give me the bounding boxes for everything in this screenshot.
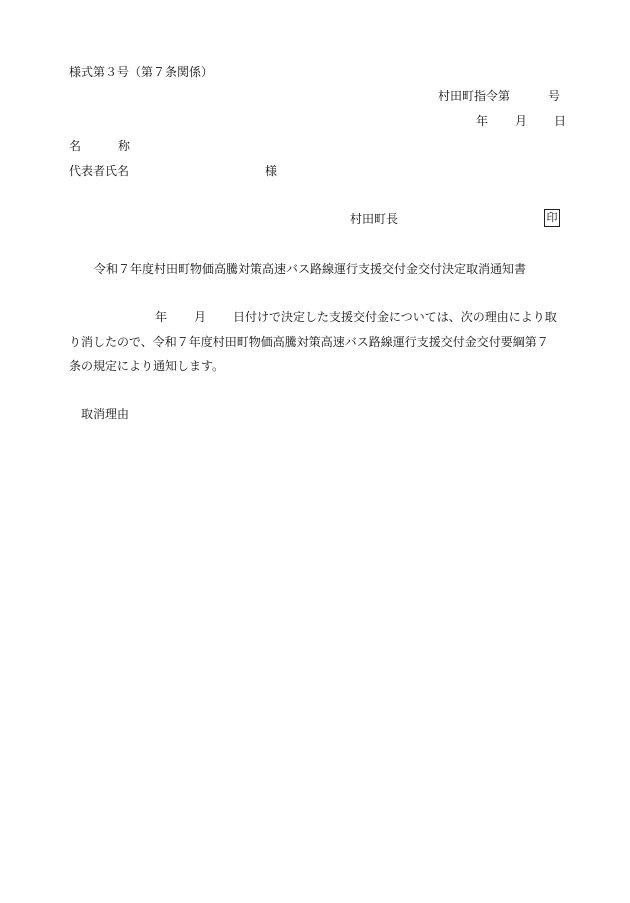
body-line-1 xyxy=(155,309,557,325)
body-month: 月 xyxy=(194,310,207,324)
honorific: 様 xyxy=(265,164,278,178)
body-line-1-text: 日付けで決定した支援交付金については、次の理由により取 xyxy=(233,310,557,324)
body-year: 年 xyxy=(155,310,168,324)
issue-date-month: 月 xyxy=(515,114,528,128)
issue-date-year: 年 xyxy=(476,114,489,128)
cancellation-reason-label: 取消理由 xyxy=(81,407,130,421)
recipient-name-label xyxy=(69,138,130,154)
document-title: 令和７年度村田町物価高騰対策高速バス路線運行支援交付金交付決定取消通知書 xyxy=(94,262,527,276)
recipient-name-char1: 名 xyxy=(69,139,82,153)
order-number-line xyxy=(438,88,560,104)
body-line-3: 条の規定により通知します。 xyxy=(69,359,225,373)
representative-label: 代表者氏名 xyxy=(69,164,130,178)
issue-date-day: 日 xyxy=(554,114,567,128)
issue-date xyxy=(476,113,566,129)
order-number-label: 村田町指令第 xyxy=(438,89,511,103)
form-number: 様式第３号（第７条関係） xyxy=(69,65,214,79)
order-number-suffix: 号 xyxy=(548,89,561,103)
recipient-name-char2: 称 xyxy=(118,139,131,153)
sender-title: 村田町長 xyxy=(350,212,399,226)
seal-mark: 印 xyxy=(544,209,560,227)
representative-line xyxy=(69,163,277,179)
body-line-2: り消したので、令和７年度村田町物価高騰対策高速バス路線運行支援交付金交付要綱第７ xyxy=(69,335,549,349)
